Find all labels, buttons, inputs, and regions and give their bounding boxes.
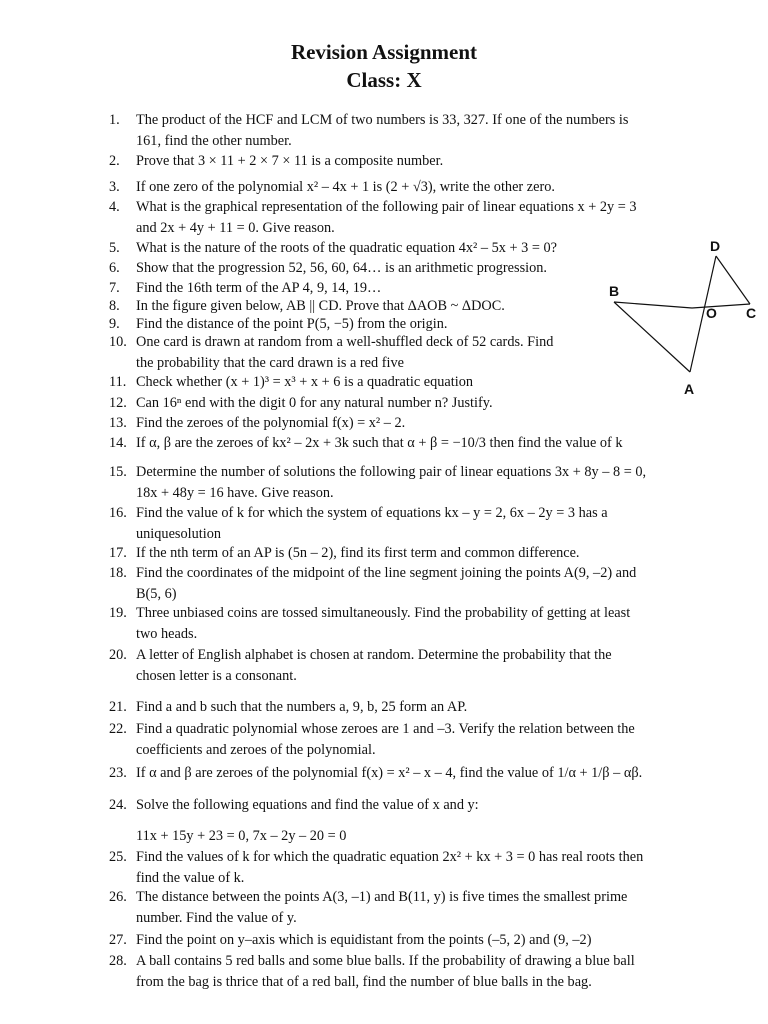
line-d-c (716, 256, 750, 304)
question-line: If α and β are zeroes of the polynomial f(x) = x² – x – 4, find the value of 1/α + 1/β – αβ. (136, 765, 643, 781)
question-line: coefficients and zeroes of the polynomial. (136, 741, 376, 758)
question-number: 3. (109, 179, 120, 195)
question-number: 14. (109, 435, 127, 451)
question-item (109, 543, 580, 564)
question-text (136, 930, 591, 951)
question-line: Find a quadratic polynomial whose zeroes are 1 and –3. Verify the relation between the (136, 721, 635, 737)
question-equations: 11x + 15y + 23 = 0, 7x – 2y – 20 = 0 (136, 828, 347, 844)
question-text (136, 110, 628, 151)
question-line: Determine the number of solutions the following pair of linear equations 3x + 8y – 8 = 0, (136, 464, 647, 480)
question-line: 161, find the other number. (136, 132, 292, 149)
label-a: A (684, 381, 695, 397)
question-number: 9. (109, 316, 120, 332)
question-line: and 2x + 4y + 11 = 0. Give reason. (136, 219, 335, 236)
question-number: 16. (109, 505, 127, 521)
label-c: C (746, 305, 757, 321)
question-item (109, 151, 443, 172)
question-number: 17. (109, 545, 127, 561)
question-text (136, 603, 630, 644)
question-item (109, 795, 479, 816)
question-item (109, 258, 547, 279)
question-number: 24. (109, 797, 127, 813)
line-b-a (614, 302, 690, 372)
question-item (109, 697, 467, 718)
question-line: The distance between the points A(3, –1) and B(11, y) is five times the smallest prime (136, 889, 628, 905)
question-line: uniquesolution (136, 525, 221, 542)
question-item (109, 719, 635, 760)
question-text (136, 462, 646, 503)
question-number: 12. (109, 395, 127, 411)
question-number: 13. (109, 415, 127, 431)
question-line: Solve the following equations and find the value of x and y: (136, 797, 479, 813)
question-item (109, 887, 627, 928)
question-item (109, 433, 623, 454)
question-item (109, 413, 405, 434)
question-number: 23. (109, 765, 127, 781)
question-line: A letter of English alphabet is chosen at random. Determine the probability that the (136, 647, 612, 663)
question-line: the probability that the card drawn is a red five (136, 354, 404, 371)
question-line: What is the graphical representation of the following pair of linear equations x + 2y = 3 (136, 199, 637, 215)
question-number: 19. (109, 605, 127, 621)
question-line: two heads. (136, 625, 198, 642)
question-line: Find the 16th term of the AP 4, 9, 14, 19… (136, 280, 382, 296)
question-line: A ball contains 5 red balls and some blue balls. If the probability of drawing a blue ball (136, 953, 635, 969)
question-text (136, 951, 635, 992)
question-item (109, 645, 612, 686)
question-item (109, 177, 555, 198)
question-line: from the bag is thrice that of a red ball, find the number of blue balls in the bag. (136, 973, 592, 990)
question-text (136, 563, 636, 604)
question-item (109, 462, 646, 503)
question-line: The product of the HCF and LCM of two numbers is 33, 327. If one of the numbers is (136, 112, 629, 128)
question-text (136, 719, 635, 760)
question-number: 10. (109, 334, 127, 350)
triangle-figure (600, 234, 760, 404)
question-item (109, 603, 630, 644)
question-number: 1. (109, 112, 120, 128)
question-line: Find the point on y–axis which is equidistant from the points (–5, 2) and (9, –2) (136, 932, 592, 948)
question-text (136, 887, 627, 928)
page-subtitle: Class: X (346, 68, 422, 92)
question-number: 21. (109, 699, 127, 715)
question-text (136, 503, 608, 544)
question-line: Check whether (x + 1)³ = x³ + x + 6 is a quadratic equation (136, 374, 473, 390)
question-line: B(5, 6) (136, 585, 177, 602)
question-line: If α, β are the zeroes of kx² – 2x + 3k such that α + β = −10/3 then find the value of k (136, 435, 623, 451)
question-number: 20. (109, 647, 127, 663)
question-number: 11. (109, 374, 127, 390)
question-number: 27. (109, 932, 127, 948)
question-item (109, 393, 493, 414)
question-line: What is the nature of the roots of the quadratic equation 4x² – 5x + 3 = 0? (136, 240, 558, 256)
question-item (109, 763, 642, 784)
question-item (109, 110, 628, 151)
question-text (136, 847, 643, 888)
label-b: B (609, 283, 620, 299)
question-text (136, 372, 473, 393)
question-item (109, 372, 473, 393)
question-line: Find the distance of the point P(5, −5) from the origin. (136, 316, 448, 332)
question-item (109, 503, 608, 544)
question-item (109, 847, 643, 888)
question-text (136, 543, 580, 564)
question-text (136, 258, 547, 279)
question-line: number. Find the value of y. (136, 909, 297, 926)
question-text (136, 433, 623, 454)
question-text (136, 645, 612, 686)
page-title: Revision Assignment (290, 40, 478, 64)
question-number: 5. (109, 240, 120, 256)
question-line: Can 16ⁿ end with the digit 0 for any natural number n? Justify. (136, 395, 493, 411)
question-number: 4. (109, 199, 120, 215)
question-item (109, 197, 636, 238)
question-text (136, 238, 557, 259)
question-number: 15. (109, 464, 127, 480)
question-line: Prove that 3 × 11 + 2 × 7 × 11 is a composite number. (136, 153, 444, 169)
question-line: Find a and b such that the numbers a, 9, b, 25 form an AP. (136, 699, 468, 715)
question-number: 7. (109, 280, 120, 296)
question-line: Show that the progression 52, 56, 60, 64… is an arithmetic progression. (136, 260, 547, 276)
question-item (109, 563, 636, 604)
question-line: Three unbiased coins are tossed simultaneously. Find the probability of getting at least (136, 605, 631, 621)
question-item (109, 238, 557, 259)
question-number: 25. (109, 849, 127, 865)
question-line: One card is drawn at random from a well-shuffled deck of 52 cards. Find (136, 334, 554, 350)
question-line: If the nth term of an AP is (5n – 2), find its first term and common difference. (136, 545, 580, 561)
line-o-c (692, 304, 750, 308)
label-d: D (710, 238, 721, 254)
question-number: 18. (109, 565, 127, 581)
question-number: 6. (109, 260, 120, 276)
question-line: If one zero of the polynomial x² – 4x + 1 is (2 + √3), write the other zero. (136, 179, 555, 195)
question-line: Find the coordinates of the midpoint of the line segment joining the points A(9, –2) and (136, 565, 637, 581)
question-number: 22. (109, 721, 127, 737)
question-number: 2. (109, 153, 120, 169)
question-text (136, 151, 443, 172)
question-text (136, 393, 493, 414)
question-line: In the figure given below, AB || CD. Prove that ΔAOB ~ ΔDOC. (136, 298, 505, 314)
question-line: 18x + 48y = 16 have. Give reason. (136, 484, 334, 501)
question-line: find the value of k. (136, 869, 245, 886)
question-number: 26. (109, 889, 127, 905)
question-line: chosen letter is a consonant. (136, 667, 297, 684)
question-text (136, 332, 553, 373)
question-text (136, 413, 405, 434)
line-b-o (614, 302, 692, 308)
question-item (109, 951, 635, 992)
question-line: Find the zeroes of the polynomial f(x) = x² – 2. (136, 415, 406, 431)
question-text (136, 697, 467, 718)
question-item (109, 930, 591, 951)
question-item (109, 332, 553, 373)
question-line: Find the value of k for which the system of equations kx – y = 2, 6x – 2y = 3 has a (136, 505, 608, 521)
question-text (136, 197, 636, 238)
question-text (136, 795, 479, 816)
label-o: O (706, 305, 717, 321)
question-number: 8. (109, 298, 120, 314)
question-text (136, 177, 555, 198)
question-number: 28. (109, 953, 127, 969)
question-line: Find the values of k for which the quadratic equation 2x² + kx + 3 = 0 has real roots then (136, 849, 644, 865)
question-text (136, 763, 642, 784)
